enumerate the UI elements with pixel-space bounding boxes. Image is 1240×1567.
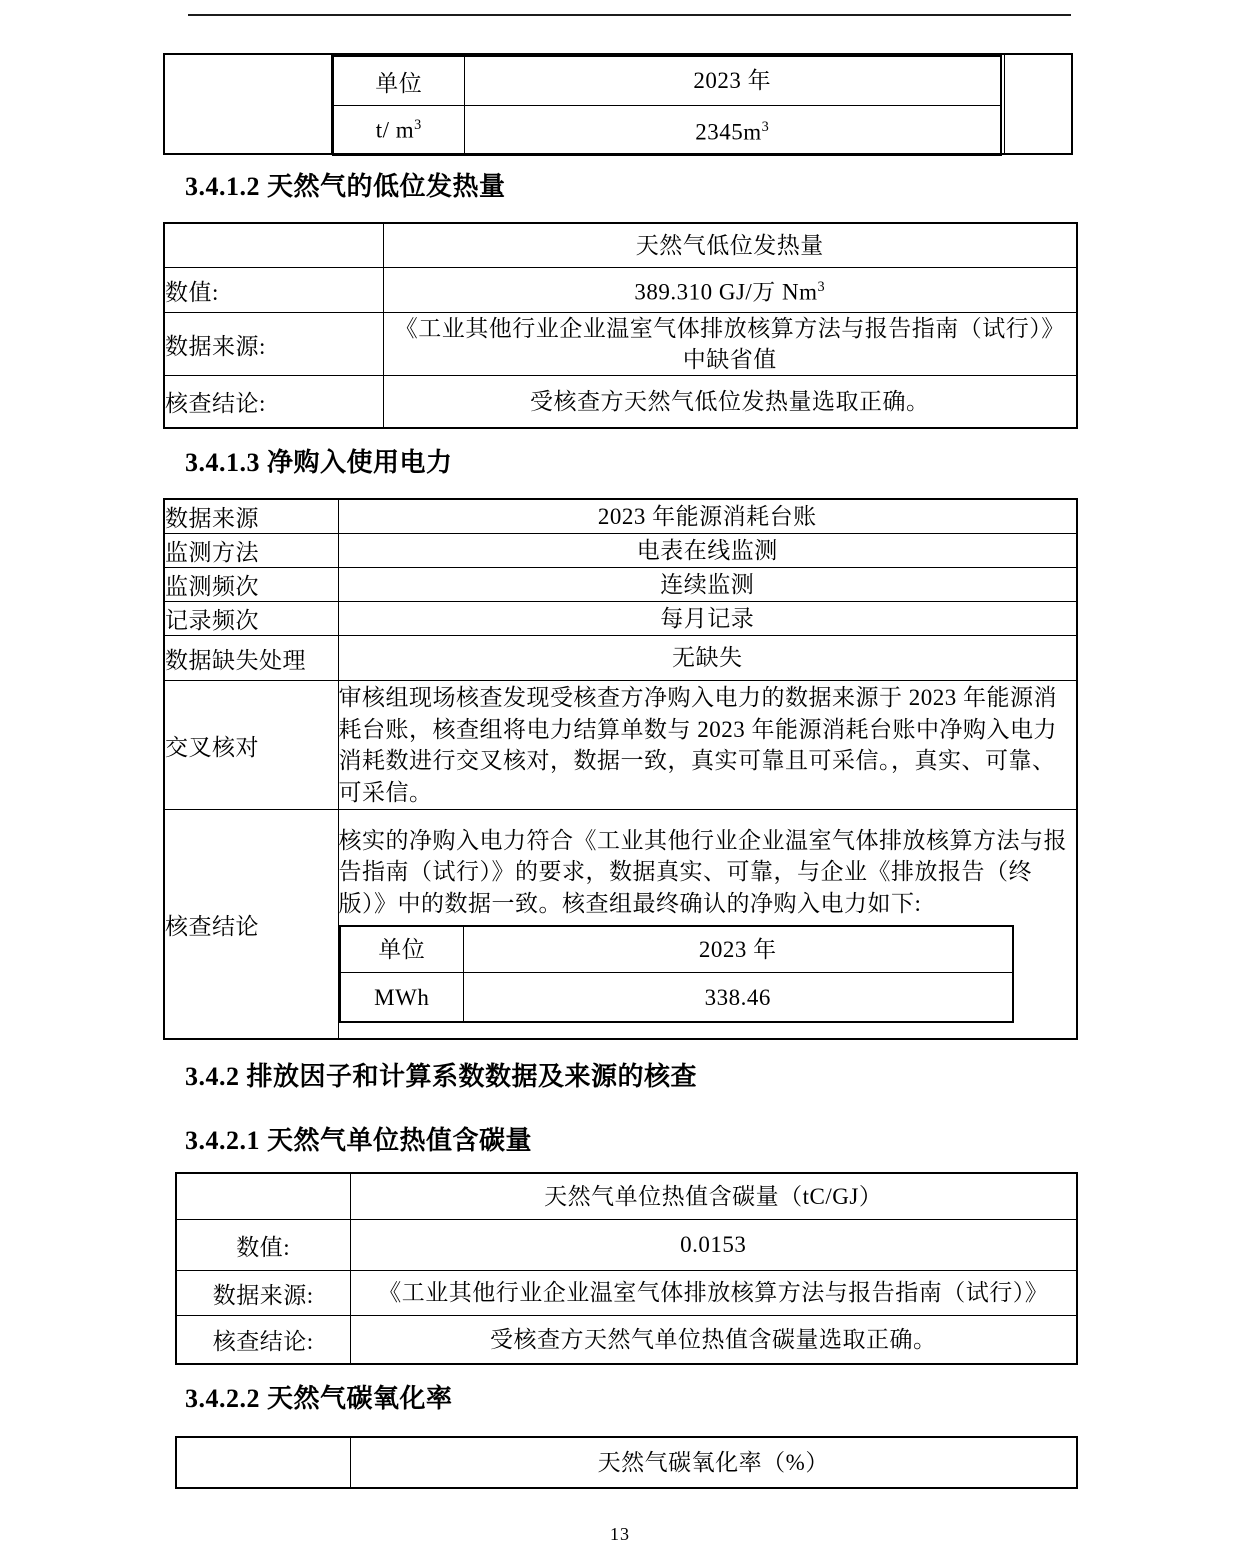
row-label: 核查结论: <box>176 1316 350 1365</box>
section-heading-3412: 3.4.1.2 天然气的低位发热量 <box>185 172 506 201</box>
table-row <box>176 1173 1077 1220</box>
table-fragment-continued <box>163 53 1073 155</box>
fragment-nested-table-wrap <box>332 55 1004 153</box>
page-number: 13 <box>610 1524 630 1544</box>
row-label: 核查结论 <box>164 810 338 1040</box>
table-row <box>340 973 1013 1023</box>
table-row <box>164 223 1077 268</box>
table-row <box>164 313 1077 376</box>
cross-check-text: 审核组现场核查发现受核查方净购入电力的数据来源于 2023 年能源消耗台账，核查组将电力结算单数与 2023 年能源消耗台账中净购入电力消耗数进行交叉核对，数据一致，真实可靠且可采信。，真实、可靠、可采信。 <box>338 681 1077 810</box>
table-row <box>164 568 1077 602</box>
record-frequency-cell: 每月记录 <box>338 602 1077 636</box>
ncv-conclusion-cell: 受核查方天然气低位发热量选取正确。 <box>383 376 1077 429</box>
unit-value-cell: MWh <box>340 973 464 1023</box>
unit-header-cell: 单位 <box>340 926 464 973</box>
empty-cell <box>176 1437 350 1488</box>
table-row <box>164 534 1077 568</box>
carbon-content-table <box>175 1172 1078 1365</box>
section-heading-3422: 3.4.2.2 天然气碳氧化率 <box>185 1384 453 1413</box>
year-header-cell: 2023 年 <box>464 926 1013 973</box>
data-source-cell: 2023 年能源消耗台账 <box>338 499 1077 534</box>
monitor-frequency-cell: 连续监测 <box>338 568 1077 602</box>
table-row <box>176 1437 1077 1488</box>
carbon-conclusion-cell: 受核查方天然气单位热值含碳量选取正确。 <box>350 1316 1077 1365</box>
section-heading-3413: 3.4.1.3 净购入使用电力 <box>185 448 453 477</box>
table-row <box>333 106 1001 156</box>
monitor-method-cell: 电表在线监测 <box>338 534 1077 568</box>
electricity-table <box>163 498 1078 1040</box>
section-heading-3421: 3.4.2.1 天然气单位热值含碳量 <box>185 1126 533 1155</box>
table-row <box>164 636 1077 681</box>
table-row <box>164 681 1077 810</box>
row-label: 监测频次 <box>164 568 338 602</box>
table-row <box>164 602 1077 636</box>
conclusion-cell <box>338 810 1077 1040</box>
carbon-title-cell: 天然气单位热值含碳量（tC/GJ） <box>350 1173 1077 1220</box>
row-label: 监测方法 <box>164 534 338 568</box>
section-heading-342: 3.4.2 排放因子和计算系数数据及来源的核查 <box>185 1062 698 1091</box>
table-row <box>164 376 1077 429</box>
row-label: 数值: <box>164 268 383 313</box>
table-row <box>176 1271 1077 1316</box>
row-label: 核查结论: <box>164 376 383 429</box>
conclusion-nested-table <box>339 925 1014 1023</box>
unit-value-cell: t/ $m^3$ <box>333 106 464 156</box>
table-row <box>176 1220 1077 1271</box>
empty-cell <box>176 1173 350 1220</box>
table-row <box>340 926 1013 973</box>
fragment-empty-right-cell <box>1004 55 1071 153</box>
carbon-source-cell: 《工业其他行业企业温室气体排放核算方法与报告指南（试行）》 <box>350 1271 1077 1316</box>
ncv-title-cell: 天然气低位发热量 <box>383 223 1077 268</box>
quantity-value-cell: $2345m^3$ <box>464 106 1001 156</box>
empty-cell <box>164 223 383 268</box>
fragment-empty-label-cell <box>165 55 332 153</box>
table-row <box>333 56 1001 106</box>
table-row <box>164 268 1077 313</box>
row-label: 数据缺失处理 <box>164 636 338 681</box>
row-label: 数据来源 <box>164 499 338 534</box>
ncv-value-cell: 389.310 GJ/万 Nm$^3$ <box>383 268 1077 313</box>
year-header-cell: 2023 年 <box>464 56 1001 106</box>
fragment-nested-table <box>332 55 1002 156</box>
row-label: 数值: <box>176 1220 350 1271</box>
row-label: 数据来源: <box>164 313 383 376</box>
ncv-source-cell: 《工业其他行业企业温室气体排放核算方法与报告指南（试行）》中缺省值 <box>383 313 1077 376</box>
unit-header-cell: 单位 <box>333 56 464 106</box>
missing-data-cell: 无缺失 <box>338 636 1077 681</box>
row-label: 记录频次 <box>164 602 338 636</box>
oxidation-title-cell: 天然气碳氧化率（%） <box>350 1437 1077 1488</box>
table-row <box>164 499 1077 534</box>
carbon-value-cell: 0.0153 <box>350 1220 1077 1271</box>
table-row <box>164 810 1077 1040</box>
conclusion-text: 核实的净购入电力符合《工业其他行业企业温室气体排放核算方法与报告指南（试行）》的要求，数据真实、可靠，与企业《排放报告（终版）》中的数据一致。核查组最终确认的净购入电力如下: <box>338 827 1067 916</box>
row-label: 交叉核对 <box>164 681 338 810</box>
header-rule <box>188 14 1071 16</box>
electricity-value-cell: 338.46 <box>464 973 1013 1023</box>
ncv-table <box>163 222 1078 429</box>
row-label: 数据来源: <box>176 1271 350 1316</box>
table-row <box>176 1316 1077 1365</box>
oxidation-rate-table <box>175 1436 1078 1489</box>
